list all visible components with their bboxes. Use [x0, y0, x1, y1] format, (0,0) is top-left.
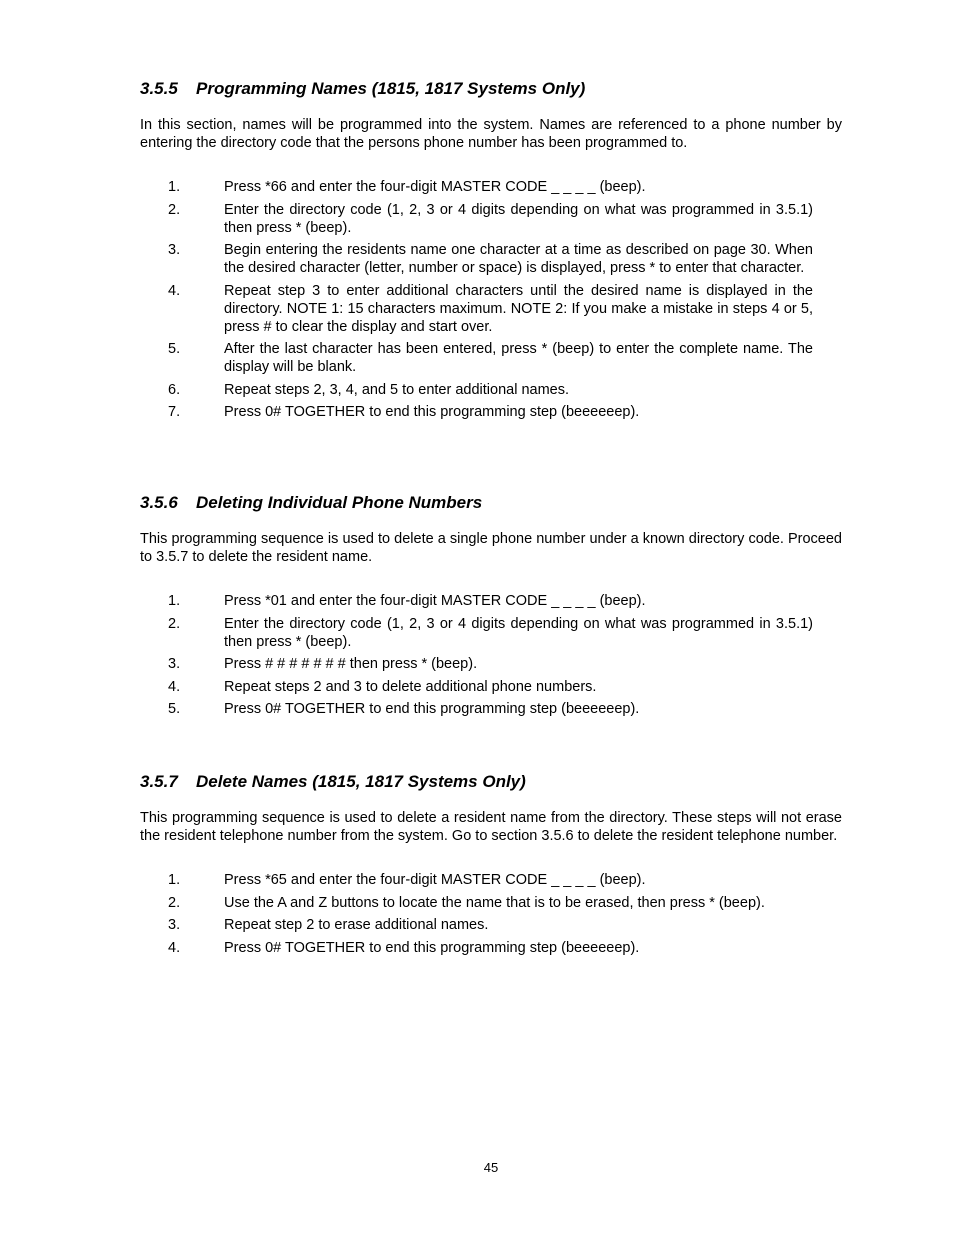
- section-number: 3.5.7: [140, 772, 178, 791]
- step-number: 1.: [168, 593, 181, 609]
- step-list: [140, 871, 842, 957]
- section-number: 3.5.5: [140, 79, 178, 98]
- list-item: [140, 916, 813, 934]
- step-number: 2.: [168, 894, 181, 911]
- section-intro: This programming sequence is used to delete a single phone number under a known directory code. Proceed to 3.5.7 to delete the resident name.: [140, 531, 842, 565]
- section-intro: This programming sequence is used to delete a resident name from the directory. These steps will not erase the resident telephone number from the system. Go to section 3.5.6 to delete the resident telephone number.: [140, 810, 842, 844]
- step-number: 4.: [168, 282, 181, 299]
- step-text: Enter the directory code (1, 2, 3 or 4 digits depending on what was programmed in 3.5.1) then press * (beep).: [224, 201, 813, 236]
- list-item: [140, 592, 813, 610]
- list-item: [140, 282, 813, 336]
- list-item: [140, 340, 813, 376]
- list-item: [140, 655, 813, 673]
- step-number: 1.: [168, 179, 181, 195]
- document-page: [140, 0, 842, 1235]
- step-text: Press *66 and enter the four-digit MASTER CODE _ _ _ _ (beep).: [224, 179, 646, 195]
- section-intro: In this section, names will be programmed into the system. Names are referenced to a phone number by entering the directory code that the persons phone number has been programmed to.: [140, 117, 842, 151]
- list-item: [140, 615, 813, 651]
- step-text: Press 0# TOGETHER to end this programming step (beeeeeep).: [224, 701, 640, 717]
- list-item: [140, 678, 813, 696]
- section-heading: [140, 772, 842, 792]
- step-number: 7.: [168, 404, 181, 420]
- step-text: Repeat step 2 to erase additional names.: [224, 917, 489, 933]
- section-3-5-6: [140, 493, 842, 723]
- section-number: 3.5.6: [140, 493, 178, 512]
- section-title: Delete Names (1815, 1817 Systems Only): [196, 772, 526, 791]
- step-text: Repeat steps 2 and 3 to delete additional phone numbers.: [224, 678, 597, 695]
- section-title: Deleting Individual Phone Numbers: [196, 493, 483, 512]
- step-number: 3.: [168, 917, 181, 933]
- list-item: [140, 201, 813, 237]
- section-3-5-5: [140, 79, 842, 426]
- list-item: [140, 403, 813, 421]
- step-text: Repeat steps 2, 3, 4, and 5 to enter additional names.: [224, 381, 570, 398]
- list-item: [140, 241, 813, 277]
- step-number: 4.: [168, 678, 181, 695]
- list-item: [140, 939, 813, 957]
- step-number: 3.: [168, 656, 181, 672]
- list-item: [140, 700, 813, 718]
- page-number: 45: [483, 1160, 499, 1175]
- step-number: 6.: [168, 381, 181, 398]
- section-heading: [140, 79, 842, 99]
- step-number: 1.: [168, 872, 181, 888]
- step-text: Press 0# TOGETHER to end this programming step (beeeeeep).: [224, 939, 640, 956]
- step-number: 5.: [168, 701, 181, 717]
- step-text: Repeat step 3 to enter additional characters until the desired name is displayed in the directory. NOTE 1: 15 characters maximum. NOTE 2: If you make a mistake in steps 4 or 5, press # to clear the display and start over.: [224, 282, 813, 335]
- list-item: [140, 871, 813, 889]
- section-title: Programming Names (1815, 1817 Systems Only): [196, 79, 586, 98]
- list-item: [140, 894, 813, 912]
- list-item: [140, 178, 813, 196]
- step-text: Enter the directory code (1, 2, 3 or 4 digits depending on what was programmed in 3.5.1) then press * (beep).: [224, 615, 813, 650]
- step-number: 2.: [168, 201, 181, 218]
- step-number: 3.: [168, 242, 181, 258]
- step-number: 5.: [168, 341, 181, 357]
- step-text: Press *01 and enter the four-digit MASTER CODE _ _ _ _ (beep).: [224, 593, 646, 609]
- step-text: Use the A and Z buttons to locate the name that is to be erased, then press * (beep).: [224, 894, 765, 911]
- step-list: [140, 178, 842, 421]
- step-text: Begin entering the residents name one character at a time as described on page 30. When the desired character (letter, number or space) is displayed, press * to enter that character.: [224, 242, 813, 276]
- step-text: Press *65 and enter the four-digit MASTER CODE _ _ _ _ (beep).: [224, 872, 646, 888]
- step-text: Press # # # # # # # then press * (beep).: [224, 656, 478, 672]
- section-heading: [140, 493, 842, 513]
- step-text: Press 0# TOGETHER to end this programming step (beeeeeep).: [224, 404, 640, 420]
- step-number: 4.: [168, 939, 181, 956]
- step-list: [140, 592, 842, 718]
- section-3-5-7: [140, 772, 842, 961]
- step-text: After the last character has been entered, press * (beep) to enter the complete name. The display will be blank.: [224, 341, 813, 375]
- step-number: 2.: [168, 615, 181, 632]
- list-item: [140, 381, 813, 399]
